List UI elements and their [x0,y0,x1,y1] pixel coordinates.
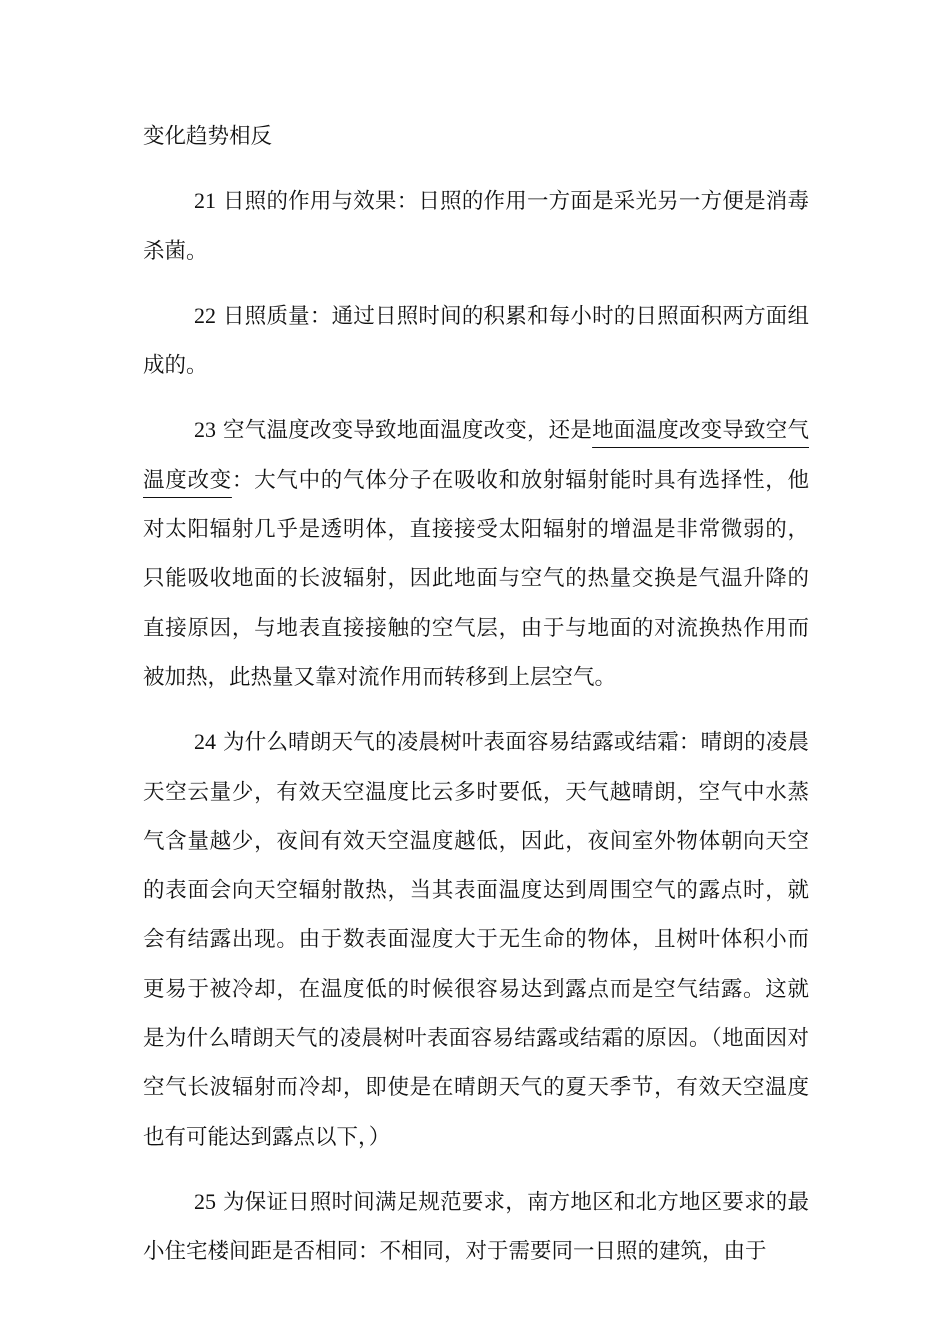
paragraph-text: 变化趋势相反 [143,124,273,149]
paragraph-continuation [143,112,809,161]
paragraph-text: 日照质量：通过日照时间的积累和每小时的日照面积两方面组成的。 [143,303,809,379]
paragraph-text: 日照的作用与效果：日照的作用一方面是采光另一方便是消毒杀菌。 [143,189,809,264]
paragraph-text: 为什么晴朗天气的凌晨树叶表面容易结露或结霜：晴朗的凌晨天空云量少，有效天空温度比云多时要低，天气越晴朗，空气中水蒸气含量越少，夜间有效天空温度越低，因此，夜间室外物体朝向天空的表面会向天空辐射散热，当其表面温度达到周围空气的露点时，就会有结露出现。由于数表面湿度大于无生命的物体，且树叶体积小而更易于被冷却，在温度低的时候很容易达到露点而是空气结露。这就是为什么晴朗天气的凌晨树叶表面容易结露或结霜的原因。（地面因对空气长波辐射而冷却，即使是在晴朗天气的夏天季节，有效天空温度也有可能达到露点以下，） [143,730,809,1150]
item-number: 25 [194,1188,216,1214]
item-number: 22 [194,302,216,328]
underlined-phrase: 地面温度改变导致空气温度改变 [143,418,809,493]
item-number: 24 [194,729,216,755]
paragraph-text: ：大气中的气体分子在吸收和放射辐射能时具有选择性，他对太阳辐射几乎是透明体，直接接受太阳辐射的增温是非常微弱的，只能吸收地面的长波辐射，因此地面与空气的热量交换是气温升降的直接原因，与地表直接接触的空气层，由于与地面的对流换热作用而被加热，此热量又靠对流作用而转移到上层空气。 [143,467,809,690]
paragraph-22 [143,291,809,391]
paragraph-25 [143,1177,809,1277]
paragraph-text: 空气温度改变导致地面温度改变，还是 [223,418,593,444]
paragraph-24 [143,717,809,1162]
item-number: 21 [194,188,216,214]
paragraph-text: 为保证日照时间满足规范要求，南方地区和北方地区要求的最小住宅楼间距是否相同：不相同，对于需要同一日照的建筑，由于 [143,1189,809,1265]
paragraph-23 [143,405,809,702]
document-page [143,112,809,1292]
item-number: 23 [194,417,216,443]
paragraph-21 [143,176,809,276]
